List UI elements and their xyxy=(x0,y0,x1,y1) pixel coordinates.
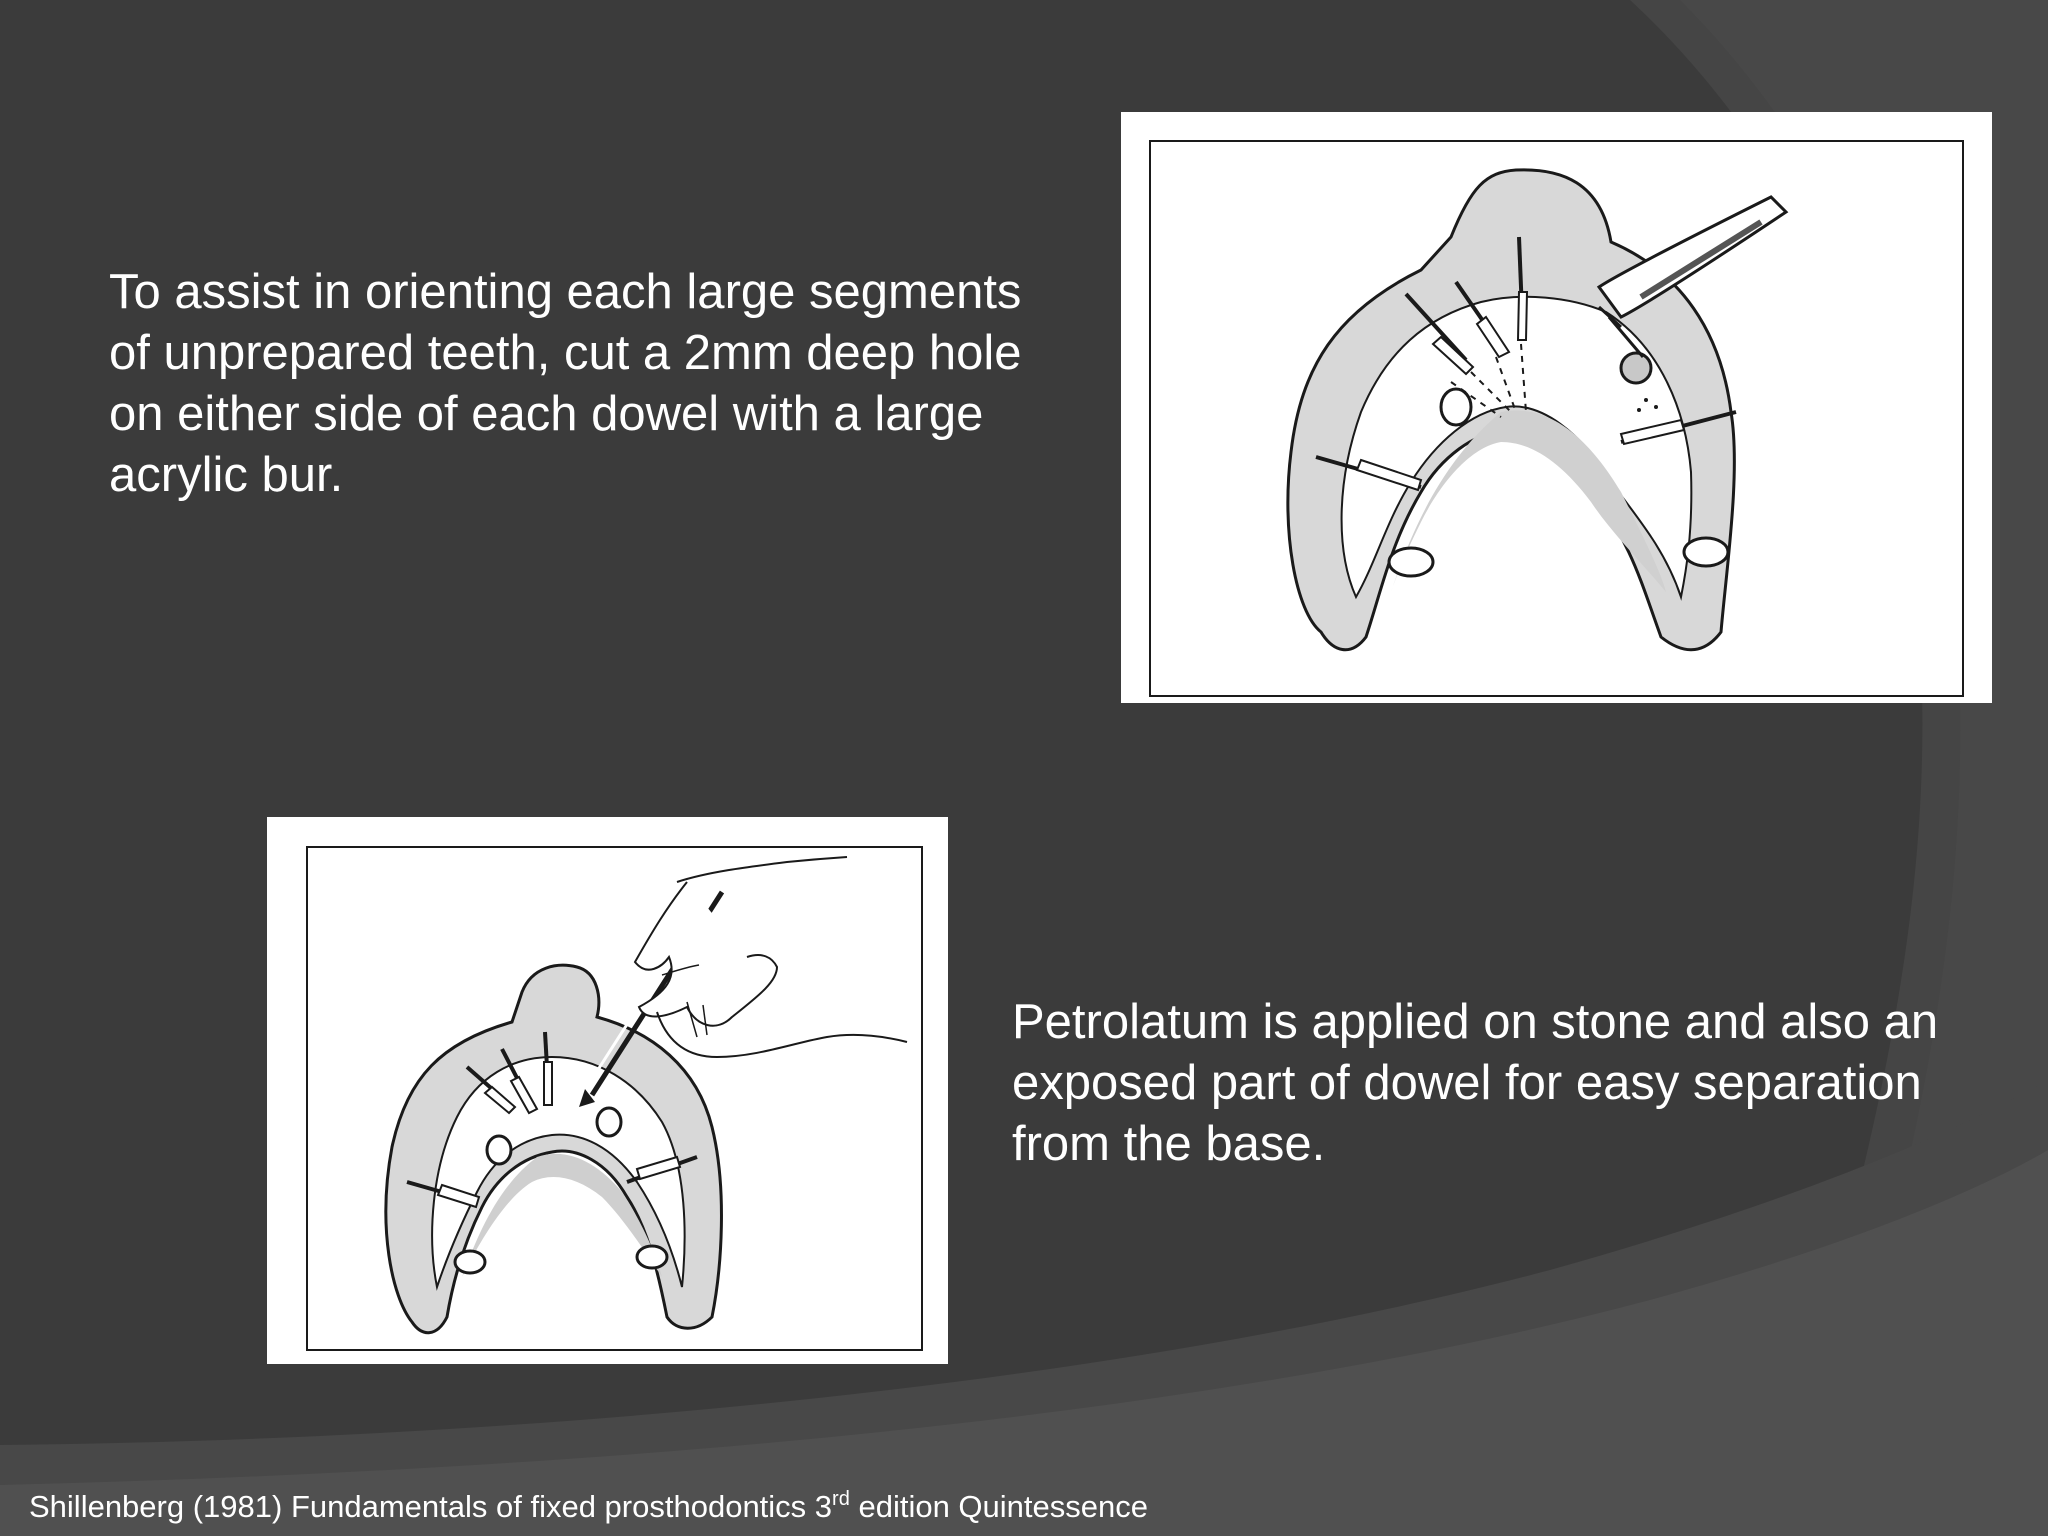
paragraph-line: acrylic bur. xyxy=(109,448,344,502)
citation-text-end: edition Quintessence xyxy=(849,1489,1148,1524)
illustration-petrolatum-application xyxy=(267,817,948,1364)
paragraph-orienting-segments xyxy=(109,262,1099,506)
illustration-bur-drilling-holes xyxy=(1121,112,1992,703)
dental-arch-brush-drawing xyxy=(267,817,948,1364)
citation-text: Shillenberg (1981) Fundamentals of fixed prosthodontics 3 xyxy=(29,1489,833,1524)
paragraph-line: on either side of each dowel with a large xyxy=(109,387,984,441)
paragraph-line: of unprepared teeth, cut a 2mm deep hole xyxy=(109,326,1022,380)
paragraph-line: To assist in orienting each large segments xyxy=(109,265,1022,319)
citation xyxy=(29,1488,1148,1526)
paragraph-line: Petrolatum is applied on stone and also an xyxy=(1012,995,1939,1049)
paragraph-petrolatum xyxy=(1012,992,2022,1175)
dental-arch-bur-drawing xyxy=(1121,112,1992,703)
paragraph-line: from the base. xyxy=(1012,1117,1326,1171)
citation-superscript: rd xyxy=(832,1488,850,1510)
paragraph-line: exposed part of dowel for easy separation xyxy=(1012,1056,1922,1110)
